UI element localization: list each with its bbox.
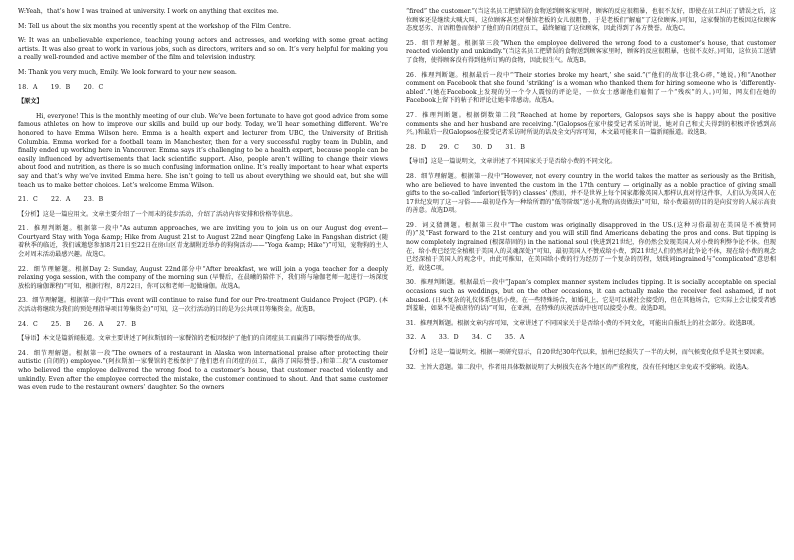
dialogue-line: W:Yeah，that’s how I was trained at university. I work on anything that excites me.: [18, 8, 279, 15]
answer-key: 28．D 29．C 30．D 31．B: [406, 143, 526, 151]
question-explanation: 29．词义猜测题。根据第三段中“The custom was originally disapproved in the US.(这种习俗最初在美国是不被赞同的)”及“Fast forward to the 21st century and you will still find Americans debating the pros and cons. But tipping is now completely ingrained (根深蒂固的) in the national soul (快进到21世纪，你仍然会发现美国人对小费的利弊争论不休。但现在，给小费已经完全植根于美国人的灵魂深处)”可知，最初美国人不赞成给小费，到21世纪人们仍然对此争论不休，现在给小费的观念已经深植于美国人的观念中，由此可推知，在美国给小费的行为经历了一个复杂的历程，划线词ingrained与“complicated”意思相近，故选C项。: [406, 221, 776, 272]
question-explanation: 22．细节理解题。根据Day 2: Sunday, August 22nd部分中“After breakfast, we will join a yoga teacher for a deeply relaxing yoga session, with the company of the morning sun (早餐后，在晨曦的陪伴下，我们将与瑜伽老师一起进行一场深度放松的瑜伽课程)”可知，根据行程，8月22日，你可以和老师一起做瑜伽。故选A。: [18, 265, 388, 290]
left-column: [18, 8, 388, 399]
dialogue-line: M: Thank you very much, Emily. We look forward to your new season.: [18, 68, 237, 76]
question-explanation: 30．推理判断题。根据最后一段中“Japan’s complex manner system includes tipping. It is socially acceptable on special occasions such as weddings, but on the other occasions, it can actually make the receiver feel ashamed, if not abused. (日本复杂的礼仪体系包括小费。在一些特殊场合，如婚礼上，它是可以被社会接受的，但在其他场合，它实际上会让接受者感到羞耻，如果不是被虐待的话)”可知，在亚洲，在特殊的庆祝活动中也可以接受小费。故选D项。: [406, 279, 776, 313]
answer-key: 32．A 33．D 34．C 35．A: [406, 334, 525, 342]
source-text: Hi, everyone! This is the monthly meeting of our club. We’ve been fortunate to have got good advice from some famous athletes on how to improve our skills and build up our body. Today, we’ll hear something different. We’re honored to have Emma Wilson here. Emma is a health expert and lecturer from UBC, the University of British Columbia. Emma worked for a football team in Manchester, then for a very successful rugby team in Dublin, and finally ended up working here in Vancouver. Emma says it’s challenging to be a health expert, because people can be easily influenced by advertisements that lack scientific support. Also, people aren’t willing to change their views about food and nutrition, as there is so much confusing information online. It’s really important to hear what experts say and that’s why we’ve invited Emma here. She isn’t going to tell us about everything we should eat, but she will teach us to make better choices. Let’s welcome Emma Wilson.: [18, 112, 388, 189]
question-explanation: 31．推理判断题。根据文章内容可知，文章讲述了不同国家关于是否给小费的不同文化，可能出自报纸上的社会部分。故选B项。: [406, 319, 759, 327]
question-explanation: 21．推理判断题。根据第一段中“As autumn approaches, we are inviting you to join us on our August dog event—Courtyard Stay with Yoga &amp; Hike from August 21st to August 22nd near Qingfeng Lake in Fangshan district (随着秋季的临近，我们诚邀您参加8月21日至22日在房山区青龙湖附近举办的狗狗活动——“Yoga &amp; Hike”)”可知，宠物狗的主人会对周末活动最感兴趣。故选C。: [18, 225, 388, 259]
answer-key: 18．A 19．B 20．C: [18, 83, 104, 91]
section-heading: 【原文】: [18, 98, 43, 106]
dialogue-line: W: It was an unbelievable experience, teaching young actors and actresses, and working with some great acting artists. It was also great to work in various jobs, such as directors, writers and so on. It’s very helpful for making you a really well-rounded and active member of the film and television industry.: [18, 37, 388, 62]
question-explanation: 28．细节理解题。根据第一段中“However, not every country in the world takes the matter as seriously as the British, who are believed to have invented the custom in the 17th century — originally as a noble practice of giving small gifts to the so-called ‘inferior(低等的) classes’ (然而，并不是世界上每个国家都像英国人那样认真对待这件事，人们认为英国人在17世纪发明了这一习俗——最初是作为一种给所谓的“低等阶级”送小礼物的高贵做法)”可知，给小费最初的目的是向贫穷的人展示高贵的善意。故选D项。: [406, 172, 776, 215]
question-explanation: 24．细节理解题。根据第一段“The owners of a restaurant in Alaska won international praise after protecting their autistic (自闭的) employee.”(阿拉斯加一家餐馆的老板保护了他们患有自闭症的员工，赢得了国际赞誉。)和第二段“A customer who believed the employee delivered the wrong food to a customer’s house, that customer reacted violently and unkindly. Even after the employee corrected the mistake, the customer continued to shout. And that same customer was even rude to the restaurant owners’ daughter. So the owners: [18, 349, 388, 392]
question-explanation: 26．推理判断题。根据最后一段中“‘Their stories broke my heart,’ she said.”(“他们的故事让我心碎，”她说。)和“Another comment on Facebook that she found ‘striking’ is a woman who thanked them for hiring someone who is ‘differently-abled’.”(她在Facebook上发现的另一个令人震惊的评论是，一位女士感谢他们雇佣了一个“残疾”的人。)可知，网友们在她的Facebook上留下的帖子和评论让她非常感动。故选A。: [406, 71, 776, 105]
answer-key: 24．C 25．B 26．A 27．B: [18, 320, 137, 328]
guide-paragraph: 【导语】这是一篇说明文，文章讲述了不同国家关于是否给小费的不同文化。: [406, 158, 617, 166]
guide-paragraph: 【导语】本文是篇新闻报道。文章主要讲述了阿拉斯加的一家餐馆的老板因保护了他们的自闭症员工而赢得了国际赞誉的故事。: [18, 335, 365, 343]
dialogue-line: M: Tell us about the six months you recently spent at the workshop of the Film Centre.: [18, 22, 291, 30]
question-explanation: 25．细节理解题。根据第三段“When the employee delivered the wrong food to a customer’s house, that customer reacted violently and unkindly.”(当这名员工把错误的食物送到顾客家里时，顾客的反应很粗暴，也很不友好。)可知，这位员工送错了食物，使得顾客没有得到他所订购的食物，因此很生气。故选B。: [406, 39, 776, 64]
question-explanation: 32．主旨大意题。第二段中，作者用具体数据说明了大树损失在各个地区的严重程度，没有任何地区幸免或不受影响。故选A。: [406, 363, 753, 371]
question-explanation: 23．细节理解题。根据第一段中“This event will continue to raise fund for our Pre-treatment Guidance Project (PGP). (本次活动将继续为我们的预处理指导项目筹集资金)”可知，这一次行活动的目的是为公共项目筹集资金。故选B。: [18, 297, 388, 314]
question-explanation: 27．推理判断题。根据倒数第二段“Reached at home by reporters, Galopsos says she is happy about the positive comments she and her husband are receiving.”(Galopsos在家中接受记者采访时说，她对自己和丈夫得到的积极评价感到高兴。)和最后一段Galopsos在接受记者采访时所说的话及全文内容可知，本文最可能来自一篇新闻报道。故选B。: [406, 111, 776, 137]
right-column: [406, 8, 776, 378]
answer-key: 21．C 22．A 23．B: [18, 196, 104, 204]
analysis-paragraph: 【分析】这是一篇说明文。根据一项研究显示，自20世纪30年代以来，加州已经损失了一半的大树，而气候变化似乎是其主要因素。: [406, 349, 769, 356]
question-explanation: “fired” the customer.”(当这名员工把错误的食物送到顾客家里时，顾客的反应很粗暴，也很不友好，即使在员工纠正了错误之后，这位顾客还是继续大喊大叫，这位顾客甚至对餐馆老板的女儿很粗鲁，于是老板们“解雇”了这位顾客。)可知，这家餐馆的老板因这位顾客态度恶劣、言语粗鲁而保护了他们的自闭症员工，最终解雇了这位顾客，因此得到了各方赞誉。故选C。: [406, 8, 776, 33]
analysis-paragraph: 【分析】这是一篇应用文。文章主要介绍了一个周末的徒步活动，介绍了活动内容安排和价格等信息。: [18, 210, 297, 218]
